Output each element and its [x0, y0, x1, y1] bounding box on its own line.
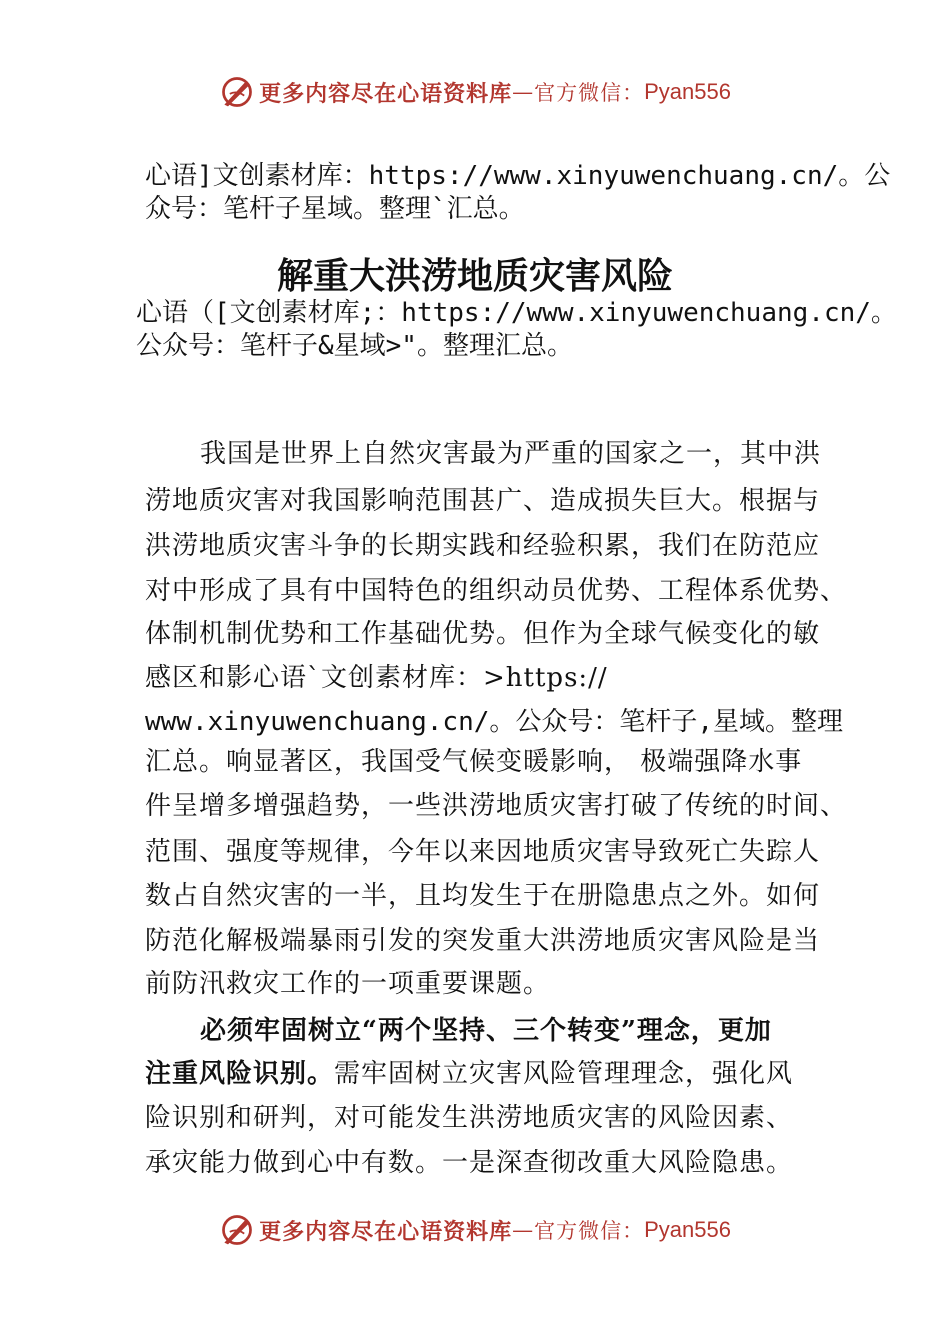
body-line: www.xinyuwenchuang.cn/。公众号：笔杆子,星域。整理	[145, 707, 844, 737]
watermark-banner-top	[0, 72, 950, 112]
body-line: 防范化解极端暴雨引发的突发重大洪涝地质灾害风险是当	[145, 926, 821, 956]
banner-main-text: 更多内容尽在心语资料库	[259, 80, 513, 107]
emphasis-text: 注重风险识别。	[145, 1059, 335, 1089]
watermark-banner-bottom	[0, 1210, 950, 1250]
body-line: 前防汛救灾工作的一项重要课题。	[145, 969, 551, 999]
source-line: 心语（[文创素材库;：https://www.xinyuwenchuang.cn/。	[136, 298, 897, 328]
pen-logo-icon	[219, 1212, 255, 1248]
body-line: 感区和影心语`文创素材库：>https://	[145, 663, 608, 693]
banner-main-text: 更多内容尽在心语资料库	[259, 1218, 513, 1245]
header-line: 心语]文创素材库：https://www.xinyuwenchuang.cn/。公	[145, 161, 891, 191]
body-line: 险识别和研判，对可能发生洪涝地质灾害的风险因素、	[145, 1103, 794, 1133]
body-line: 承灾能力做到心中有数。一是深查彻改重大风险隐患。	[145, 1148, 794, 1178]
body-line: 对中形成了具有中国特色的组织动员优势、工程体系优势、	[145, 576, 848, 606]
body-line: 汇总。响显著区，我国受气候变暖影响， 极端强降水事	[145, 747, 803, 777]
body-line: 数占自然灾害的一半，且均发生于在册隐患点之外。如何	[145, 881, 821, 911]
source-line: 公众号：笔杆子&星域>"。整理汇总。	[136, 331, 573, 361]
banner-wechat-id: Pyan556	[644, 1217, 731, 1242]
document-title: 解重大洪涝地质灾害风险	[276, 255, 673, 297]
body-line: 涝地质灾害对我国影响范围甚广、造成损失巨大。根据与	[145, 486, 821, 516]
body-line: 范围、强度等规律，今年以来因地质灾害导致死亡失踪人	[145, 837, 821, 867]
banner-dash: —	[512, 80, 535, 104]
banner-wechat-id: Pyan556	[644, 79, 731, 104]
body-line: 件呈增多增强趋势，一些洪涝地质灾害打破了传统的时间、	[145, 791, 848, 821]
banner-contact-label: 官方微信：	[534, 81, 645, 105]
body-line: 洪涝地质灾害斗争的长期实践和经验积累，我们在防范应	[145, 531, 821, 561]
body-text: 需牢固树立灾害风险管理理念，强化风	[334, 1059, 794, 1089]
body-line: 我国是世界上自然灾害最为严重的国家之一，其中洪	[200, 439, 822, 469]
body-line-mixed	[145, 1058, 793, 1090]
banner-dash: —	[512, 1218, 535, 1242]
pen-logo-icon	[219, 74, 255, 110]
emphasis-line: 必须牢固树立“两个坚持、三个转变”理念，更加	[200, 1016, 772, 1046]
header-line: 众号：笔杆子星域。整理`汇总。	[145, 194, 525, 224]
banner-contact-label: 官方微信：	[534, 1219, 645, 1243]
body-line: 体制机制优势和工作基础优势。但作为全球气候变化的敏	[145, 619, 821, 649]
